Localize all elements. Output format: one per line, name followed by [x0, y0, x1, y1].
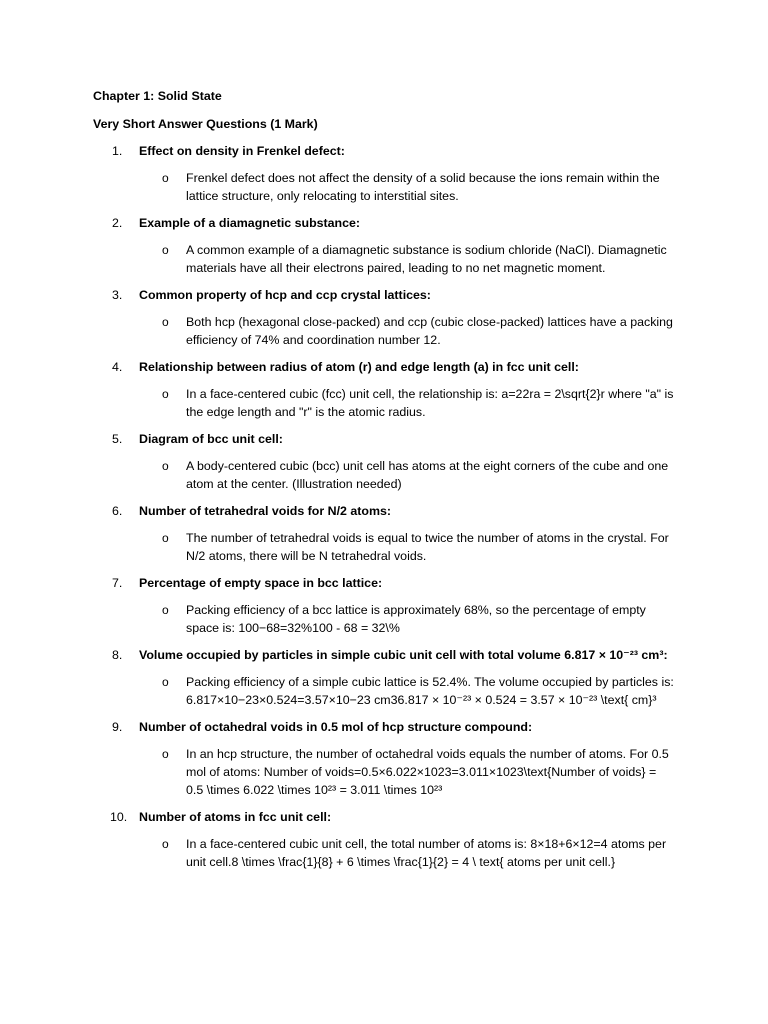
- bullet-icon: o: [162, 243, 169, 257]
- answer-item: [0, 673, 768, 709]
- answer-text: Packing efficiency of a bcc lattice is approximately 68%, so the percentage of empty space is: 100−68=32%100 - 68 = 32\%: [186, 603, 646, 635]
- question-heading: [0, 358, 768, 376]
- answer-item: [0, 745, 768, 799]
- question-title: Example of a diamagnetic substance:: [139, 216, 361, 230]
- answer-text: A body-centered cubic (bcc) unit cell has atoms at the eight corners of the cube and one atom at the center. (Illustration needed): [186, 459, 669, 491]
- answer-text: Frenkel defect does not affect the density of a solid because the ions remain within the lattice structure, only relocating to interstitial sites.: [186, 171, 660, 203]
- answer-text: In a face-centered cubic (fcc) unit cell, the relationship is: a=22ra = 2\sqrt{2}r where "a" is the edge length and "r" is the atomic radius.: [186, 387, 674, 419]
- question-heading: [0, 646, 768, 664]
- question-number: 3.: [112, 288, 123, 302]
- answer-item: [0, 529, 768, 565]
- question-item: [0, 646, 768, 709]
- question-title: Number of tetrahedral voids for N/2 atoms:: [139, 504, 391, 518]
- answer-text: The number of tetrahedral voids is equal to twice the number of atoms in the crystal. For N/2 atoms, there will be N tetrahedral voids.: [186, 531, 669, 563]
- question-heading: [0, 808, 768, 826]
- chapter-title: Chapter 1: Solid State: [93, 89, 222, 103]
- question-title: Number of atoms in fcc unit cell:: [139, 810, 332, 824]
- answer-item: [0, 457, 768, 493]
- question-heading: [0, 286, 768, 304]
- question-number: 5.: [112, 432, 123, 446]
- question-number: 8.: [112, 648, 123, 662]
- bullet-icon: o: [162, 837, 169, 851]
- question-heading: [0, 430, 768, 448]
- question-title: Percentage of empty space in bcc lattice:: [139, 576, 383, 590]
- question-item: [0, 142, 768, 205]
- bullet-icon: o: [162, 603, 169, 617]
- question-item: [0, 358, 768, 421]
- question-title: Common property of hcp and ccp crystal lattices:: [139, 288, 431, 302]
- question-heading: [0, 214, 768, 232]
- answer-item: [0, 385, 768, 421]
- question-item: [0, 718, 768, 799]
- bullet-icon: o: [162, 171, 169, 185]
- question-number: 7.: [112, 576, 123, 590]
- answer-text: A common example of a diamagnetic substance is sodium chloride (NaCl). Diamagnetic materials have all their electrons paired, leading to no net magnetic moment.: [186, 243, 667, 275]
- question-list: [0, 142, 768, 880]
- question-title: Effect on density in Frenkel defect:: [139, 144, 345, 158]
- question-item: [0, 286, 768, 349]
- answer-text: In a face-centered cubic unit cell, the total number of atoms is: 8×18+6×12=4 atoms per unit cell.8 \times \frac{1}{8} + 6 \times \frac{1}{2} = 4 \ text{ atoms per unit cell.}: [186, 837, 667, 869]
- question-number: 6.: [112, 504, 123, 518]
- question-number: 10.: [110, 810, 128, 824]
- bullet-icon: o: [162, 747, 169, 761]
- answer-text: Both hcp (hexagonal close-packed) and ccp (cubic close-packed) lattices have a packing efficiency of 74% and coordination number 12.: [186, 315, 673, 347]
- question-item: [0, 430, 768, 493]
- bullet-icon: o: [162, 675, 169, 689]
- question-item: [0, 574, 768, 637]
- answer-item: [0, 169, 768, 205]
- question-number: 4.: [112, 360, 123, 374]
- bullet-icon: o: [162, 387, 169, 401]
- question-heading: [0, 142, 768, 160]
- answer-item: [0, 313, 768, 349]
- question-item: [0, 502, 768, 565]
- question-item: [0, 214, 768, 277]
- bullet-icon: o: [162, 531, 169, 545]
- answer-item: [0, 241, 768, 277]
- answer-item: [0, 835, 768, 871]
- section-title: Very Short Answer Questions (1 Mark): [93, 117, 318, 131]
- question-heading: [0, 574, 768, 592]
- question-title: Volume occupied by particles in simple cubic unit cell with total volume 6.817 × 10⁻²³ cm³:: [139, 648, 668, 662]
- question-title: Relationship between radius of atom (r) and edge length (a) in fcc unit cell:: [139, 360, 579, 374]
- question-number: 1.: [112, 144, 123, 158]
- question-number: 2.: [112, 216, 123, 230]
- question-title: Number of octahedral voids in 0.5 mol of hcp structure compound:: [139, 720, 533, 734]
- question-item: [0, 808, 768, 871]
- question-number: 9.: [112, 720, 123, 734]
- bullet-icon: o: [162, 315, 169, 329]
- answer-text: Packing efficiency of a simple cubic lattice is 52.4%. The volume occupied by particles is: 6.817×10−23×0.524=3.57×10−23 cm36.817 × 10⁻²³ × 0.524 = 3.57 × 10⁻²³ \text{ cm}³: [186, 675, 674, 707]
- answer-text: In an hcp structure, the number of octahedral voids equals the number of atoms. For 0.5 mol of atoms: Number of voids=0.5×6.022×1023=3.011×1023\text{Number of voids} = 0.5 \times 6.022 \times 10²³ = 3.011 \times 10²³: [186, 747, 669, 797]
- bullet-icon: o: [162, 459, 169, 473]
- question-heading: [0, 502, 768, 520]
- answer-item: [0, 601, 768, 637]
- question-heading: [0, 718, 768, 736]
- question-title: Diagram of bcc unit cell:: [139, 432, 283, 446]
